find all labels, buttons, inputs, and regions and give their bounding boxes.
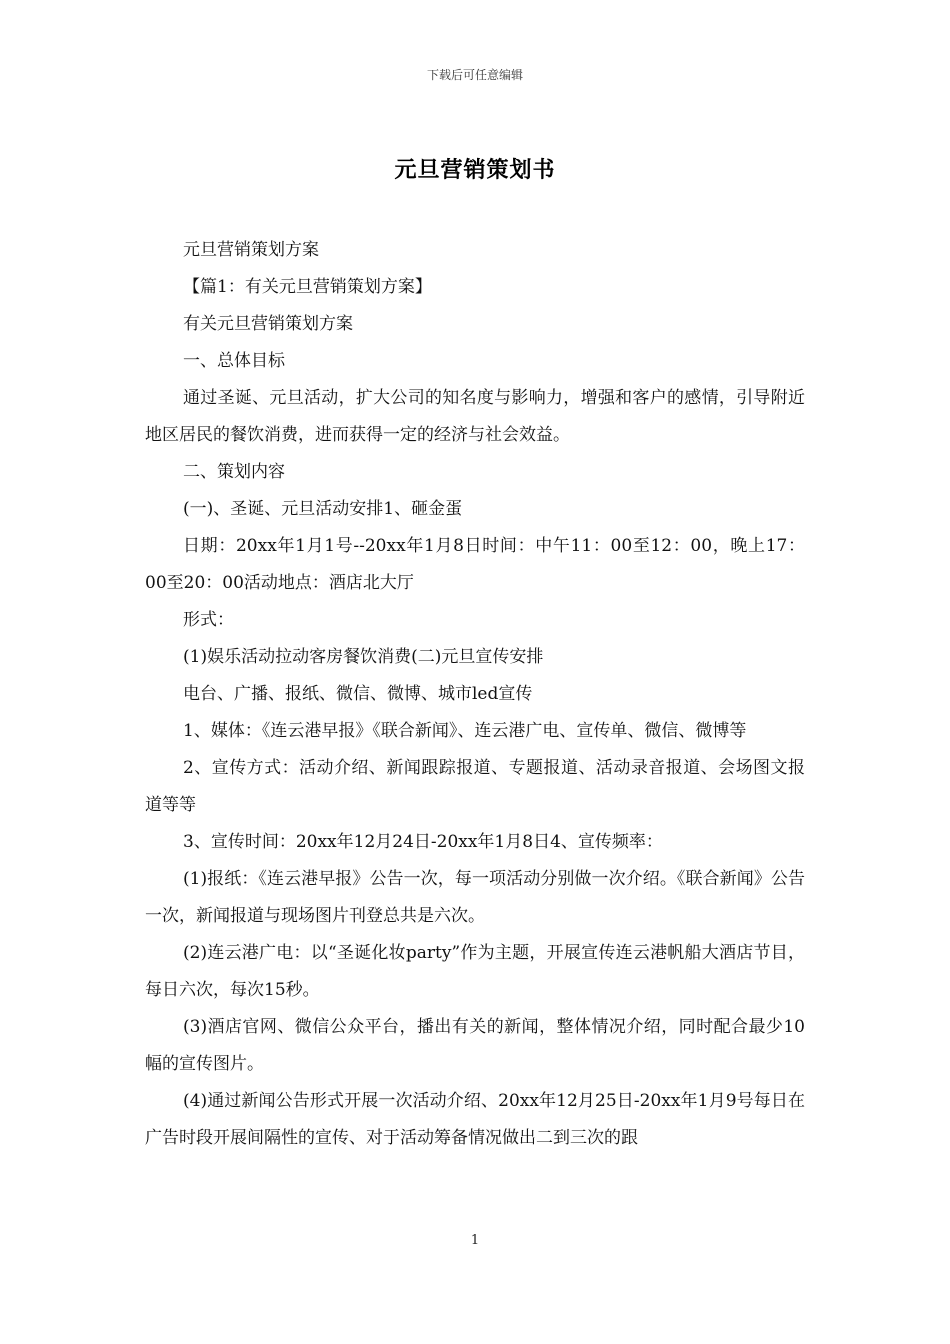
- paragraph: 3、宣传时间：20xx年12月24日-20xx年1月8日4、宣传频率：: [183, 832, 663, 852]
- paragraph: 元旦营销策划方案: [183, 240, 319, 260]
- paragraph: (4)通过新闻公告形式开展一次活动介绍、20xx年12月25日-20xx年1月9号每日在广告时段开展间隔性的宣传、对于活动筹备情况做出二到三次的跟: [145, 1091, 805, 1148]
- document-title: 元旦营销策划书: [394, 157, 556, 183]
- paragraph: 通过圣诞、元旦活动，扩大公司的知名度与影响力，增强和客户的感情，引导附近地区居民的餐饮消费，进而获得一定的经济与社会效益。: [145, 388, 805, 445]
- paragraph: 日期：20xx年1月1号--20xx年1月8日时间：中午11：00至12：00，晚上17：00至20：00活动地点：酒店北大厅: [145, 536, 805, 593]
- paragraph: (一)、圣诞、元旦活动安排1、砸金蛋: [183, 499, 463, 519]
- page-number: 1: [470, 1233, 480, 1248]
- paragraph: 形式：: [183, 610, 234, 630]
- paragraph: 1、媒体：《连云港早报》《联合新闻》、连云港广电、宣传单、微信、微博等: [183, 721, 747, 741]
- paragraph: (1)娱乐活动拉动客房餐饮消费(二)元旦宣传安排: [183, 647, 544, 667]
- paragraph: 2、宣传方式：活动介绍、新闻跟踪报道、专题报道、活动录音报道、会场图文报道等等: [145, 758, 805, 815]
- paragraph: (2)连云港广电：以“圣诞化妆party”作为主题，开展宣传连云港帆船大酒店节目，每日六次，每次15秒。: [145, 943, 805, 1000]
- paragraph: (1)报纸：《连云港早报》公告一次，每一项活动分别做一次介绍。《联合新闻》公告一次，新闻报道与现场图片刊登总共是六次。: [145, 869, 805, 926]
- section-heading: 一、总体目标: [183, 351, 285, 371]
- section-heading: 二、策划内容: [183, 462, 285, 482]
- paragraph: 有关元旦营销策划方案: [183, 314, 353, 334]
- header-note: 下载后可任意编辑: [426, 68, 523, 82]
- paragraph: 电台、广播、报纸、微信、微博、城市led宣传: [183, 684, 533, 704]
- paragraph: (3)酒店官网、微信公众平台，播出有关的新闻，整体情况介绍，同时配合最少10幅的宣传图片。: [145, 1017, 805, 1074]
- paragraph: 【篇1：有关元旦营销策划方案】: [183, 277, 432, 297]
- document-body: [145, 232, 805, 1157]
